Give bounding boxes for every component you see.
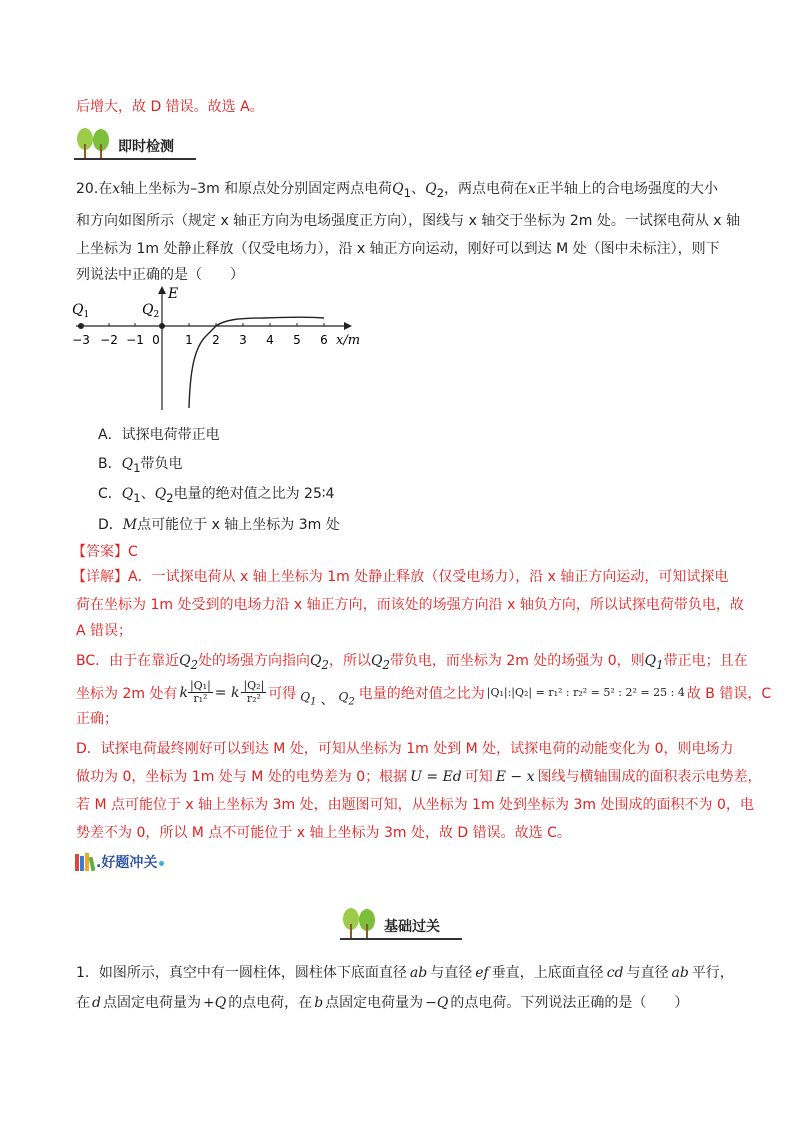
var-q2: $Q_2$	[370, 653, 390, 672]
q1-point	[78, 323, 84, 329]
denominator: r₂²	[246, 692, 261, 705]
analysis-bc-line-2	[76, 679, 772, 708]
denominator: r₁²	[193, 692, 208, 705]
e-x-graph	[68, 282, 368, 414]
var-q: Q	[425, 181, 437, 197]
text: 与直径	[626, 965, 669, 981]
text: B．	[98, 456, 122, 472]
text: 在	[76, 995, 90, 1011]
answer-value: C	[128, 544, 138, 560]
question-number: 20.	[76, 181, 99, 197]
text: 电量的绝对值之比为	[358, 685, 485, 702]
analysis-bc-line-1	[76, 650, 748, 672]
tick-label: −2	[100, 333, 118, 347]
text: 的点电荷，在	[228, 995, 313, 1011]
var-x: x	[527, 181, 536, 197]
sub: 1	[133, 460, 141, 475]
fraction-1	[188, 680, 213, 705]
text: 在	[98, 181, 113, 197]
fraction-2	[241, 680, 266, 705]
var-q: Q	[121, 486, 134, 502]
analysis-d-line-1: D．试探电荷最终刚好可以到达 M 处，可知从坐标为 1m 处到 M 处，试探电荷的动能变化为 0，则电场力	[76, 741, 734, 757]
tree-icon	[74, 128, 114, 158]
question2-line-1	[76, 962, 734, 982]
text: C．	[98, 486, 122, 502]
text: 图线与横轴围成的面积表示电势差，	[537, 769, 762, 785]
var-q: Q	[392, 181, 404, 197]
sub: 2	[166, 490, 174, 505]
option-b	[98, 453, 183, 475]
section-title: .好题冲关	[96, 855, 158, 871]
tick-label: −3	[72, 333, 90, 347]
text: 做功为 0，坐标为 1m 处与 M 处的电势差为 0；根据	[76, 769, 408, 785]
tick-label: −1	[126, 333, 144, 347]
var-m: M	[122, 517, 138, 533]
text: 故 B 错误，C	[686, 685, 772, 702]
numerator: |Q₂|	[243, 679, 265, 692]
tick-label: 4	[266, 333, 274, 347]
ratio-formula: |Q₁|:|Q₂| = r₁² : r₂² = 5² : 2² = 25 : 4	[486, 686, 685, 699]
sub: 1	[133, 490, 141, 505]
text: 处的场强方向指向	[198, 653, 311, 669]
question-line-4: 列说法中正确的是（ ）	[76, 267, 244, 283]
numerator: |Q₁|	[189, 679, 211, 692]
tick-label: 5	[293, 333, 301, 347]
equals-k: = k	[214, 684, 240, 701]
var-q2: $Q_2$	[338, 689, 355, 708]
sub: 2	[436, 185, 444, 200]
text: 、	[411, 181, 426, 197]
coulomb-formula	[179, 680, 266, 705]
var-b: b	[314, 995, 324, 1011]
text: 垂直，上底面直径	[491, 965, 604, 981]
var-ab: ab	[409, 965, 428, 981]
var-q: Q	[154, 486, 167, 502]
tick-label: 3	[239, 333, 247, 347]
option-a: A．试探电荷带正电	[98, 427, 220, 443]
question-line-2: 和方向如图所示（规定 x 轴正方向为电场强度正方向），图线与 x 轴交于坐标为 2m 处。一试探电荷从 x 轴	[76, 213, 740, 229]
analysis-d-line-3: 若 M 点可能位于 x 轴上坐标为 3m 处，由题图可知，从坐标为 1m 处到坐标为 3m 处围成的面积不为 0，电	[76, 797, 754, 813]
section-header-instant-check	[74, 128, 174, 158]
answer-line	[72, 541, 138, 561]
e-axis-label: E	[168, 286, 179, 302]
books-icon	[74, 852, 96, 872]
e-axis-arrow	[158, 286, 166, 294]
x-axis-arrow	[344, 322, 352, 330]
question-line-1	[76, 178, 718, 200]
text: 点固定电荷量为	[102, 995, 201, 1011]
text: 电量的绝对值之比为 25∶4	[173, 486, 335, 502]
text: 平行，	[691, 965, 734, 981]
analysis-d-line-4: 势差不为 0，所以 M 点不可能位于 x 轴上坐标为 3m 处，故 D 错误。故选 C。	[76, 825, 571, 841]
var-k: k	[179, 684, 188, 701]
dot-icon	[159, 861, 164, 866]
var-cd: cd	[606, 965, 624, 981]
sub: 1	[403, 185, 412, 200]
text: 1．如图所示，真空中有一圆柱体，圆柱体下底面直径	[76, 965, 407, 981]
var-q1: $Q_1$	[300, 689, 317, 708]
section-divider	[340, 938, 462, 940]
tick-label: 1	[185, 333, 193, 347]
tick-label: 0	[152, 333, 160, 347]
var-ef: ef	[475, 965, 489, 981]
text: 带负电，而坐标为 2m 处的场强为 0，则	[389, 653, 645, 669]
q1-label: $Q_1$	[72, 302, 90, 320]
analysis-line-2: 荷在坐标为 1m 处受到的电场力沿 x 轴正方向，而该处的场强方向沿 x 轴负方向，所以试探电荷带负电，故	[76, 597, 744, 613]
var-q2: $Q_2$	[310, 653, 329, 672]
text: 的点电荷。下列说法正确的是（ ）	[450, 995, 689, 1011]
section-header-good-questions	[74, 852, 164, 872]
previous-answer-tail: 后增大，故 D 错误。故选 A。	[76, 99, 264, 115]
formula-e-x: E − x	[495, 769, 535, 785]
answer-label: 【答案】	[72, 544, 128, 560]
analysis-bc-line-3: 正确；	[76, 711, 118, 727]
text: 可得	[268, 685, 297, 702]
analysis-d-line-2	[76, 766, 762, 786]
q2-label: $Q_2$	[142, 302, 160, 320]
var-minus-q: −Q	[425, 995, 449, 1011]
text: 可知	[464, 769, 493, 785]
text: D．	[98, 517, 123, 533]
text: 点可能位于 x 轴上坐标为 3m 处	[137, 517, 340, 533]
var-q: Q	[121, 456, 134, 472]
formula-u-ed: U = Ed	[410, 769, 462, 785]
text: 与直径	[430, 965, 473, 981]
analysis-line-1	[72, 566, 728, 586]
question2-line-2	[76, 992, 688, 1012]
tick-label: 2	[212, 333, 220, 347]
var-q2: $Q_2$	[179, 653, 199, 672]
tick-label: 6	[320, 333, 328, 347]
section-title: 即时检测	[118, 139, 174, 155]
tree-icon	[340, 908, 380, 938]
var-d: d	[92, 995, 101, 1011]
text: A．一试探电荷从 x 轴上坐标为 1m 处静止释放（仅受电场力），沿 x 轴正方向运动，可知试探电	[128, 569, 729, 585]
separator: 、	[320, 691, 335, 708]
text: BC．由于在靠近	[76, 653, 180, 669]
text: 带正电；且在	[663, 653, 748, 669]
x-axis-label: x/m	[336, 333, 361, 348]
option-d	[98, 514, 340, 534]
var-ab: ab	[671, 965, 689, 981]
var-q1: $Q_1$	[644, 653, 664, 672]
text: 带负电	[140, 456, 183, 472]
section-title: 基础过关	[384, 919, 440, 935]
text: 点固定电荷量为	[325, 995, 424, 1011]
var-plus-q: +Q	[202, 995, 227, 1011]
option-c	[98, 483, 334, 505]
analysis-label: 【详解】	[72, 569, 128, 585]
text: ，两点电荷在	[443, 181, 528, 197]
section-divider	[74, 158, 196, 160]
text: 、	[140, 486, 155, 502]
text: 轴上坐标为–3m 和原点处分别固定两点电荷	[120, 181, 393, 197]
q2-point	[159, 323, 165, 329]
var-x: x	[112, 181, 121, 197]
field-curve	[189, 317, 324, 408]
analysis-line-3: A 错误；	[76, 623, 133, 639]
text: ，所以	[328, 653, 371, 669]
text: 正半轴上的合电场强度的大小	[535, 181, 718, 197]
question-line-3: 上坐标为 1m 处静止释放（仅受电场力），沿 x 轴正方向运动，刚好可以到达 M 处（图中未标注），则下	[76, 241, 720, 257]
section-header-basic	[340, 908, 440, 938]
text: 坐标为 2m 处有	[76, 685, 178, 702]
